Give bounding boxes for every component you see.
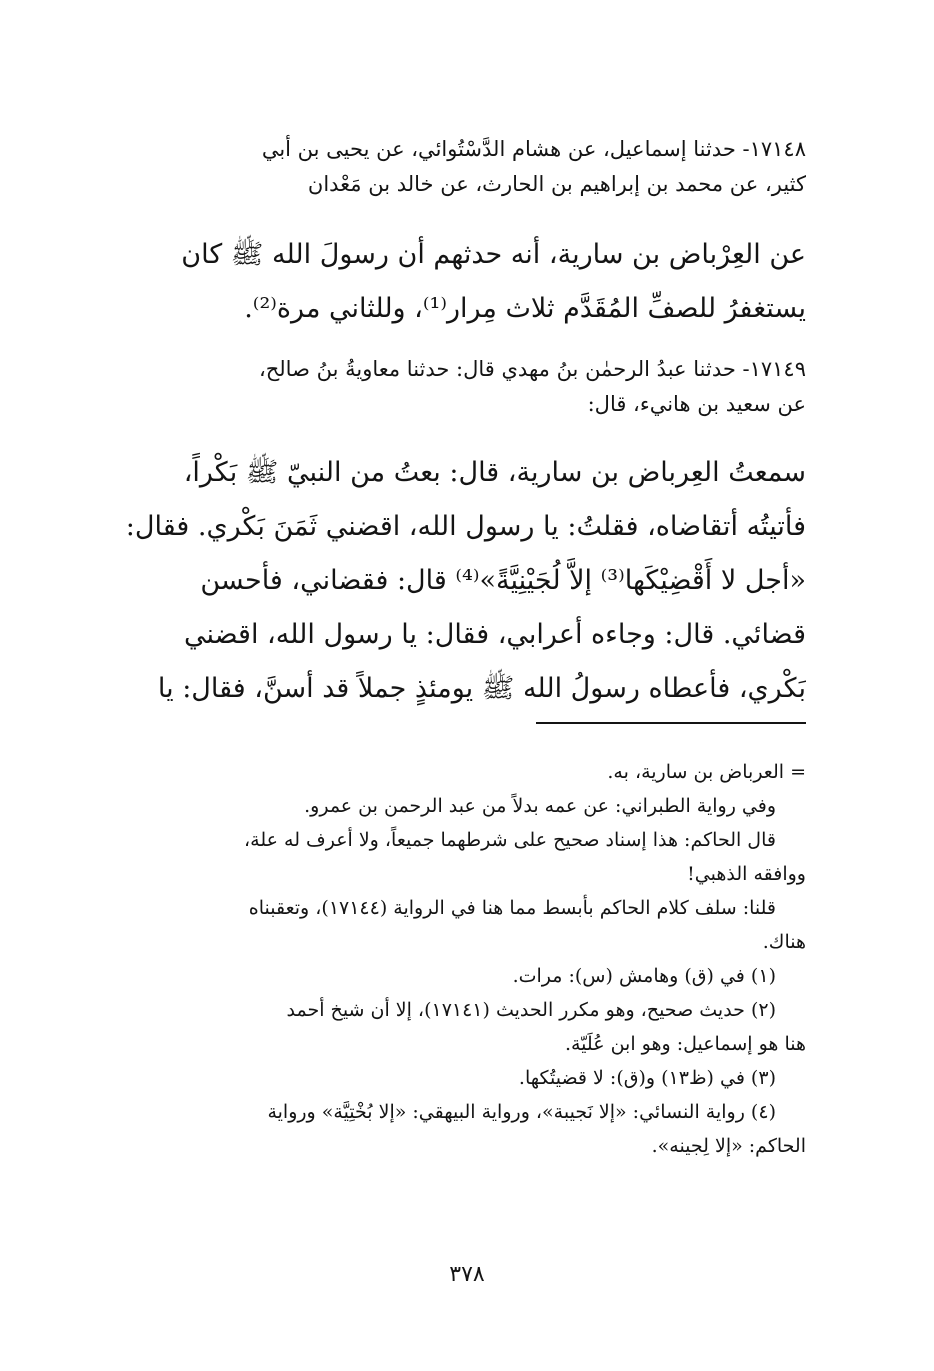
hadith-17149-sanad [96,352,806,422]
text-line: يستغفرُ للصفِّ المُقَدَّم ثلاث مِرار⁽¹⁾، وللثاني مرة⁽²⁾. [244,293,806,324]
text-line: بَكْري، فأعطاه رسولُ الله ﷺ يومئذٍ جملاً قد أسنَّ، فقال: يا [157,673,806,704]
text-line: ١٧١٤٨- حدثنا إسماعيل، عن هشام الدَّسْتُوائي، عن يحيى بن أبي [261,137,806,161]
footnote-line: قلنا: سلف كلام الحاكم بأبسط مما هنا في الرواية (١٧١٤٤)، وتعقبناه [248,897,776,919]
text-line: ١٧١٤٩- حدثنا عبدُ الرحمٰن بنُ مهدي قال: حدثنا معاويةُ بنُ صالح، [258,357,806,381]
text-line: عن سعيد بن هانيء، قال: [587,392,806,416]
footnote-line: وفي رواية الطبراني: عن عمه بدلاً من عبد الرحمن بن عمرو. [304,795,776,817]
footnote-line: هنا هو إسماعيل: وهو ابن عُلَيّة. [564,1033,806,1055]
footnote-3: (٣) في (ظ١٣) و(ق): لا قضيتُكها. [518,1067,776,1089]
footnote-continued: = العرباض بن سارية، به. [607,761,806,783]
footnote-line: قال الحاكم: هذا إسناد صحيح على شرطهما جميعاً، ولا أعرف له علة، [244,829,776,851]
footnote-line: ووافقه الذهبي! [687,863,806,885]
text-line: فأتيتُه أتقاضاه، فقلتُ: يا رسول الله، اقضني ثَمَنَ بَكْري. فقال: [125,511,806,542]
text-line: سمعتُ العِرباض بن سارية، قال: بعتُ من النبيّ ﷺ بَكْراً، [183,457,806,488]
footnote-line: هناك. [762,931,806,953]
footnote-separator [536,722,806,724]
footnote-line: الحاكم: «إلا لِجينه». [651,1135,806,1157]
page-number: ٣٧٨ [449,1262,485,1287]
hadith-17148-matn [96,228,806,336]
text-line: قضائي. قال: وجاءه أعرابي، فقال: يا رسول الله، اقضني [183,619,806,650]
footnotes [96,755,806,1163]
hadith-17148-sanad [96,132,806,202]
hadith-17149-matn [96,446,806,716]
footnote-2: (٢) حديث صحيح، وهو مكرر الحديث (١٧١٤١)، إلا أن شيخ أحمد [286,999,776,1021]
footnote-4: (٤) رواية النسائي: «إلا نَجيبة»، ورواية البيهقي: «إلا بُخْتِيَّة» ورواية [267,1101,776,1123]
text-line: كثير، عن محمد بن إبراهيم بن الحارث، عن خالد بن مَعْدان [307,172,806,196]
footnote-1: (١) في (ق) وهامش (س): مرات. [512,965,776,987]
text-line: عن العِرْباض بن سارية، أنه حدثهم أن رسولَ الله ﷺ كان [181,239,806,270]
text-line: «أجل لا أَقْضِيْكَها⁽³⁾ إلاَّ لُجَيْنِيَّةً»⁽⁴⁾ قال: فقضاني، فأحسن [200,565,806,596]
